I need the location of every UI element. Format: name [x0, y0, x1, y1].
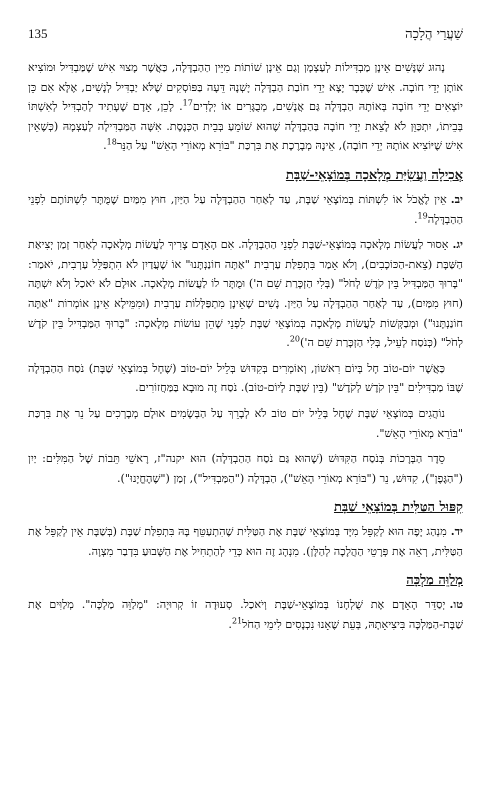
paragraph-text-tail: .: [413, 212, 418, 226]
footnote-marker: 20: [289, 334, 300, 344]
page-body: [28, 58, 463, 782]
page-header: [28, 22, 463, 42]
paragraph-text-tail: .: [228, 618, 232, 632]
paragraph-text: יְסַדֵּר הָאָדָם אֶת שֻׁלְחָנוֹ בְּמוֹצָאֵי-שַׁבָּת וְיֹאכַל. סְעוּדָה זוֹ קְרוּיָה: "מְלַוֵּה מַלְכָּה". מְלַוִּים אֶת שַׁבָּת-הַמַּלְכָּה בִּיצִיאָתָהּ, בְּעֵת שֶׁאָנוּ נִכְנָסִים לִימֵי הַחֹל: [28, 598, 463, 632]
paragraph: [28, 58, 463, 156]
paragraph-number: יב.: [450, 191, 463, 206]
running-title: שַׁעֲרֵי הֲלָכָה: [405, 27, 463, 42]
section-heading: מְלַוֵּה מַלְכָּה: [406, 573, 463, 589]
paragraph-number: יד.: [450, 524, 463, 539]
paragraph-text-tail: .: [103, 139, 107, 153]
paragraph-number: יג.: [452, 237, 463, 252]
footnote-marker: 19: [417, 210, 428, 220]
paragraph-text-tail: . לָכֵן, אָדָם שֶׁעָתִיד לְהַבְדִּיל לְאִשְׁתּוֹ בְּבֵיתוֹ, יִתְכַּוֵּן לֹא לָצֵאת יְדֵי חוֹבָה בַּהַבְדָּלָה שֶׁהוּא שׁוֹמֵעַ בְּבֵית הַכְּנֶסֶת. אִשָּׁה הַמַּבְדִּילָה לְעַצְמָהּ (כְּשֶׁאֵין אִישׁ שֶׁיּוֹצִיא אוֹתָהּ יְדֵי חוֹבָה), אֵינָהּ מְבָרֶכֶת אֶת בִּרְכַּת "בּוֹרֵא מְאוֹרֵי הָאֵשׁ" עַל הַנֵּר: [28, 100, 463, 153]
paragraph-text: כַּאֲשֶׁר יוֹם-טוֹב חָל בְּיוֹם רִאשׁוֹן, וְאוֹמְרִים בְּקִדּוּשׁ בְּלֵיל יוֹם-טוֹב (שֶׁחָל בְּמוֹצָאֵי שַׁבָּת) נֹסַח הַהַבְדָּלָה שֶׁבּוֹ מַבְדִּילִים "בֵּין קֹדֶשׁ לְקֹדֶשׁ" (בֵּין שַׁבָּת לְיוֹם-טוֹב). נֹסַח זֶה מוּבָא בַּמַּחֲזוֹרִים.: [28, 361, 463, 395]
footnote-marker: 21: [231, 616, 243, 626]
paragraph-text: אֵין לֶאֱכֹל אוֹ לִשְׁתּוֹת בְּמוֹצָאֵי שַׁבָּת, עַד לְאַחַר הַהַבְדָּלָה עַל הַיַּיִן, חוּץ מִמַּיִם שֶׁמֻּתָּר לִשְׁתּוֹתָם לִפְנֵי הַהַבְדָּלָה: [28, 192, 463, 226]
paragraph: [28, 190, 463, 229]
paragraph: [28, 595, 463, 634]
paragraph-text: סֵדֶר הַבְּרָכוֹת בְּנֹסַח הַקִּדּוּשׁ (שֶׁהוּא גַּם נֹסַח הַהַבְדָּלָה) הוּא יקנה"ז, רָאשֵׁי תֵּבוֹת שֶׁל הַמִּלִּים: יַיִן ("הַגֶּפֶן"), קִדּוּשׁ, נֵר ("בּוֹרֵא מְאוֹרֵי הָאֵשׁ"), הַבְדָּלָה ("הַמַּבְדִּיל"), זְמַן ("שֶׁהֶחֱיָנוּ").: [28, 452, 463, 485]
section-heading: אֲכִילָה וַעֲשִׂיַּת מְלָאכָה בְּמוֹצָאֵי-שַׁבָּת: [285, 167, 463, 183]
paragraph-text: אָסוּר לַעֲשׂוֹת מְלָאכָה בְּמוֹצָאֵי-שַׁבָּת לִפְנֵי הַהַבְדָּלָה. אִם הָאָדָם צָרִיךְ לַעֲשׂוֹת מְלָאכָה לְאַחַר זְמַן יְצִיאַת הַשַּׁבָּת (צֵאת-הַכּוֹכָבִים), וְלֹא אָמַר בִּתְפִלַּת עַרְבִית "אַתָּה חוֹנַנְתָּנוּ" אוֹ שֶׁעֲדַיִן לֹא הִתְפַּלֵּל עַרְבִית, יֹאמַר: "בָּרוּךְ הַמַּבְדִּיל בֵּין קֹדֶשׁ לְחֹל" (בְּלִי הַזְכָּרַת שֵׁם ה') וּמֻתָּר לוֹ לַעֲשׂוֹת מְלָאכָה. אוּלָם לֹא יֹאכַל וְלֹא יִשְׁתֶּה (חוּץ מִמַּיִם), עַד לְאַחַר הַהַבְדָּלָה עַל הַיַּיִן. נָשִׁים שֶׁאֵינָן מִתְפַּלְּלוֹת עַרְבִית (וּמִמֵּילָא אֵינָן אוֹמְרוֹת "אַתָּה חוֹנַנְתָּנוּ") וּמְבַקְּשׁוֹת לַעֲשׂוֹת מְלָאכָה בְּמוֹצָאֵי שַׁבָּת לִפְנֵי שֶׁהֵן עוֹשׂוֹת מְלָאכָה: "בָּרוּךְ הַמַּבְדִּיל בֵּין קֹדֶשׁ לְחֹל" (כְּנֹסַח לְעֵיל, בְּלִי הַזְכָּרַת שֵׁם ה'): [28, 238, 463, 350]
paragraph-number: טו.: [449, 597, 463, 612]
paragraph: [28, 522, 463, 561]
footnote-marker: 17: [182, 98, 193, 108]
section-heading: קִפּוּל הַטַּלִּית בְּמוֹצָאֵי שַׁבָּת: [333, 500, 463, 516]
paragraph-text: נוֹהֲגִים בְּמוֹצָאֵי שַׁבָּת שֶׁחָל בְּלֵיל יוֹם טוֹב לֹא לְבָרֵךְ עַל הַבְּשָׂמִים אוּלָם מְבָרְכִים עַל נֵר אֶת בִּרְכַּת "בּוֹרֵא מְאוֹרֵי הָאֵשׁ".: [28, 406, 463, 440]
paragraph-text: נָהוּג שֶׁנָּשִׁים אֵינָן מַבְדִּילוֹת לְעַצְמָן וְגַם אֵינָן שׁוֹתוֹת מִיֵּין הַהַבְדָּלָה, כַּאֲשֶׁר מָצוּי אִישׁ שֶׁמַּבְדִּיל וּמוֹצִיא אוֹתָן יְדֵי חוֹבָה. אִישׁ שֶׁכְּבָר יָצָא יְדֵי חוֹבַת הַבְדָּלָה יָשְׁנָהּ דֵּעָה בַּפּוֹסְקִים שֶׁלֹּא יַבְדִּיל לְנָשִׁים, אֶלָּא אִם כֵּן יוֹצְאִים יְדֵי חוֹבָה בְּאוֹתָהּ הַבְדָּלָה גַּם אֲנָשִׁים, מְבֻגָּרִים אוֹ יְלָדִים: [28, 61, 463, 114]
paragraph: [28, 359, 463, 398]
page-number: 135: [28, 26, 48, 41]
paragraph: [28, 235, 463, 353]
paragraph: [28, 449, 463, 488]
paragraph: [28, 404, 463, 443]
paragraph-text: מִנְהַג יָפֶה הוּא לְקַפֵּל מִיָּד בְּמוֹצָאֵי שַׁבָּת אֶת הַטַּלִּית שֶׁהִתְעַטֵּף בָּהּ בִּתְפִלַּת שַׁבָּת (בְּשַׁבָּת אֵין לְקַפֵּל אֶת הַטַּלִּית, רְאֵה אֶת פְּרָטֵי הַהֲלָכָה לְהַלָּן). מִנְהָג זֶה הוּא כְּדֵי לְהַתְחִיל אֶת הַשָּׁבוּעַ בִּדְבַר מִצְוָה.: [28, 525, 463, 558]
footnote-marker: 18: [106, 137, 117, 147]
paragraph-text-tail: .: [286, 336, 290, 350]
